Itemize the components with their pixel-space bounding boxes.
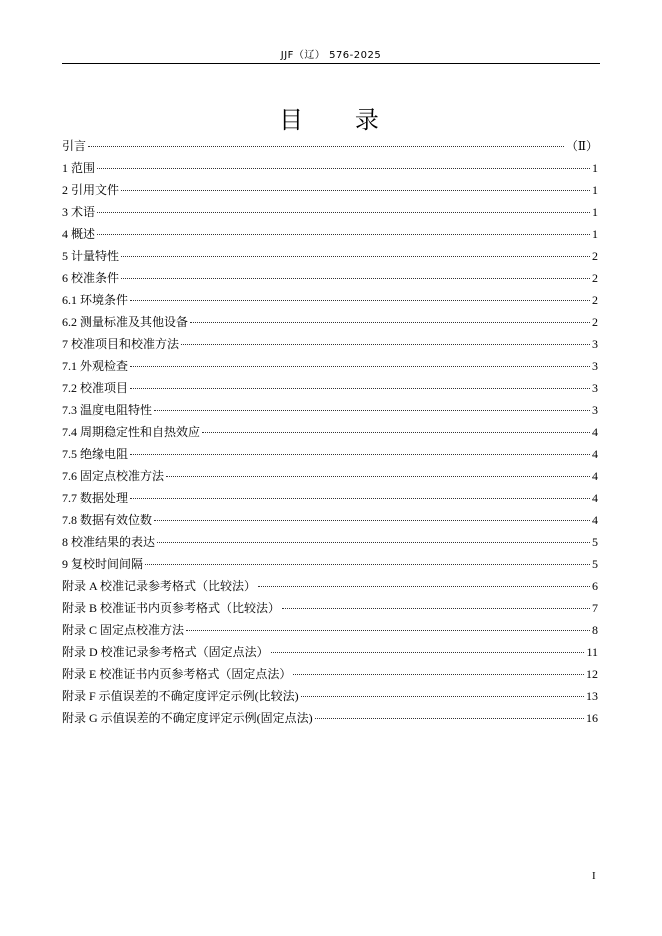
toc-entry-page: 2 bbox=[592, 271, 598, 285]
toc-entry[interactable] bbox=[62, 707, 598, 729]
toc-entry[interactable] bbox=[62, 443, 598, 465]
toc-entry[interactable] bbox=[62, 509, 598, 531]
toc-entry-label: 7.8 数据有效位数 bbox=[62, 513, 153, 527]
page-number: I bbox=[592, 870, 596, 882]
toc-entry[interactable] bbox=[62, 597, 598, 619]
toc-entry-label: 附录 F 示值误差的不确定度评定示例(比较法) bbox=[62, 689, 299, 703]
toc-entry[interactable] bbox=[62, 685, 598, 707]
toc-entry-label: 附录 E 校准证书内页参考格式（固定点法） bbox=[62, 667, 292, 681]
toc-entry-label: 7.3 温度电阻特性 bbox=[62, 403, 153, 417]
toc-entry-page: 4 bbox=[592, 447, 598, 461]
toc-leader-dots bbox=[202, 432, 590, 433]
toc-entry-label: 1 范围 bbox=[62, 161, 96, 175]
toc-leader-dots bbox=[157, 542, 590, 543]
toc-entry[interactable] bbox=[62, 575, 598, 597]
toc-entry[interactable] bbox=[62, 311, 598, 333]
toc-leader-dots bbox=[130, 300, 590, 301]
toc-entry[interactable] bbox=[62, 333, 598, 355]
toc-entry-page: 1 bbox=[592, 183, 598, 197]
toc-leader-dots bbox=[282, 608, 590, 609]
toc-entry[interactable] bbox=[62, 531, 598, 553]
toc-entry[interactable] bbox=[62, 487, 598, 509]
toc-entry[interactable] bbox=[62, 267, 598, 289]
toc-entry-page: 1 bbox=[592, 205, 598, 219]
toc-entry-page: 12 bbox=[586, 667, 598, 681]
toc-leader-dots bbox=[190, 322, 590, 323]
toc-leader-dots bbox=[258, 586, 590, 587]
toc-entry-page: 11 bbox=[586, 645, 598, 659]
toc-entry[interactable] bbox=[62, 641, 598, 663]
toc-entry-page: 4 bbox=[592, 425, 598, 439]
toc-entry-page: 13 bbox=[586, 689, 598, 703]
toc-entry-label: 7.2 校准项目 bbox=[62, 381, 129, 395]
toc-entry[interactable] bbox=[62, 465, 598, 487]
toc-entry-label: 7.5 绝缘电阻 bbox=[62, 447, 129, 461]
toc-leader-dots bbox=[121, 190, 590, 191]
toc-entry-label: 7.6 固定点校准方法 bbox=[62, 469, 165, 483]
toc-leader-dots bbox=[186, 630, 590, 631]
toc-leader-dots bbox=[121, 278, 590, 279]
toc-entry[interactable] bbox=[62, 245, 598, 267]
title-char-1: 目 bbox=[279, 106, 308, 134]
toc-entry-page: 1 bbox=[592, 227, 598, 241]
toc-entry-page: 6 bbox=[592, 579, 598, 593]
toc-entry-label: 2 引用文件 bbox=[62, 183, 120, 197]
toc-entry-page: 7 bbox=[592, 601, 598, 615]
toc-leader-dots bbox=[130, 498, 590, 499]
toc-entry-label: 3 术语 bbox=[62, 205, 96, 219]
toc-leader-dots bbox=[130, 366, 590, 367]
toc-entry[interactable] bbox=[62, 377, 598, 399]
toc-entry-label: 7.1 外观检查 bbox=[62, 359, 129, 373]
header-rule bbox=[62, 63, 600, 64]
toc-entry-label: 6.2 测量标准及其他设备 bbox=[62, 315, 189, 329]
page-title bbox=[0, 100, 662, 135]
toc-leader-dots bbox=[154, 520, 590, 521]
toc-entry-page: 3 bbox=[592, 337, 598, 351]
toc-leader-dots bbox=[130, 388, 590, 389]
toc-leader-dots bbox=[293, 674, 584, 675]
toc-leader-dots bbox=[97, 168, 590, 169]
toc-entry-label: 6 校准条件 bbox=[62, 271, 120, 285]
toc-entry-label: 6.1 环境条件 bbox=[62, 293, 129, 307]
toc-entry-page: 5 bbox=[592, 557, 598, 571]
toc-entry-page: 16 bbox=[586, 711, 598, 725]
toc-entry-label: 7.4 周期稳定性和自热效应 bbox=[62, 425, 201, 439]
toc-leader-dots bbox=[97, 212, 590, 213]
toc-entry[interactable] bbox=[62, 223, 598, 245]
toc-leader-dots bbox=[121, 256, 590, 257]
toc-leader-dots bbox=[271, 652, 585, 653]
toc-entry-label: 附录 D 校准记录参考格式（固定点法） bbox=[62, 645, 269, 659]
toc-entry-label: 9 复校时间间隔 bbox=[62, 557, 144, 571]
toc-leader-dots bbox=[301, 696, 584, 697]
toc-entry-page: 3 bbox=[592, 381, 598, 395]
toc-entry-label: 引言 bbox=[62, 139, 87, 153]
toc-entry[interactable] bbox=[62, 663, 598, 685]
toc-entry-page: 4 bbox=[592, 491, 598, 505]
toc-entry-page: 4 bbox=[592, 469, 598, 483]
toc-entry-page: 2 bbox=[592, 293, 598, 307]
toc-leader-dots bbox=[315, 718, 584, 719]
title-char-2: 录 bbox=[354, 106, 383, 134]
document-header: JJF（辽） 576-2025 bbox=[280, 50, 382, 61]
toc-entry[interactable] bbox=[62, 179, 598, 201]
toc-entry-page: 3 bbox=[592, 359, 598, 373]
toc-leader-dots bbox=[154, 410, 590, 411]
toc-entry-label: 7 校准项目和校准方法 bbox=[62, 337, 180, 351]
toc-entry[interactable] bbox=[62, 201, 598, 223]
toc-entry[interactable] bbox=[62, 399, 598, 421]
toc-entry-page: 2 bbox=[592, 249, 598, 263]
toc-entry-page: 1 bbox=[592, 161, 598, 175]
toc-entry-label: 7.7 数据处理 bbox=[62, 491, 129, 505]
toc-entry[interactable] bbox=[62, 619, 598, 641]
toc-leader-dots bbox=[166, 476, 590, 477]
toc-entry[interactable] bbox=[62, 135, 598, 157]
toc-leader-dots bbox=[88, 146, 564, 147]
toc-entry-page: 8 bbox=[592, 623, 598, 637]
toc-entry-page: （Ⅱ） bbox=[565, 139, 598, 153]
toc-entry-page: 2 bbox=[592, 315, 598, 329]
toc-entry-label: 8 校准结果的表达 bbox=[62, 535, 156, 549]
toc-entry[interactable] bbox=[62, 355, 598, 377]
toc-entry-label: 附录 B 校准证书内页参考格式（比较法） bbox=[62, 601, 281, 615]
toc-entry-page: 3 bbox=[592, 403, 598, 417]
toc-leader-dots bbox=[97, 234, 590, 235]
toc-entry-label: 4 概述 bbox=[62, 227, 96, 241]
toc-leader-dots bbox=[181, 344, 590, 345]
toc-entry[interactable] bbox=[62, 553, 598, 575]
toc-entry-label: 附录 C 固定点校准方法 bbox=[62, 623, 185, 637]
toc-leader-dots bbox=[145, 564, 590, 565]
toc-entry-label: 5 计量特性 bbox=[62, 249, 120, 263]
table-of-contents bbox=[62, 135, 598, 729]
toc-entry[interactable] bbox=[62, 157, 598, 179]
toc-entry-label: 附录 A 校准记录参考格式（比较法） bbox=[62, 579, 257, 593]
toc-entry[interactable] bbox=[62, 421, 598, 443]
toc-leader-dots bbox=[130, 454, 590, 455]
toc-entry-page: 4 bbox=[592, 513, 598, 527]
toc-entry-label: 附录 G 示值误差的不确定度评定示例(固定点法) bbox=[62, 711, 313, 725]
toc-entry-page: 5 bbox=[592, 535, 598, 549]
toc-entry[interactable] bbox=[62, 289, 598, 311]
